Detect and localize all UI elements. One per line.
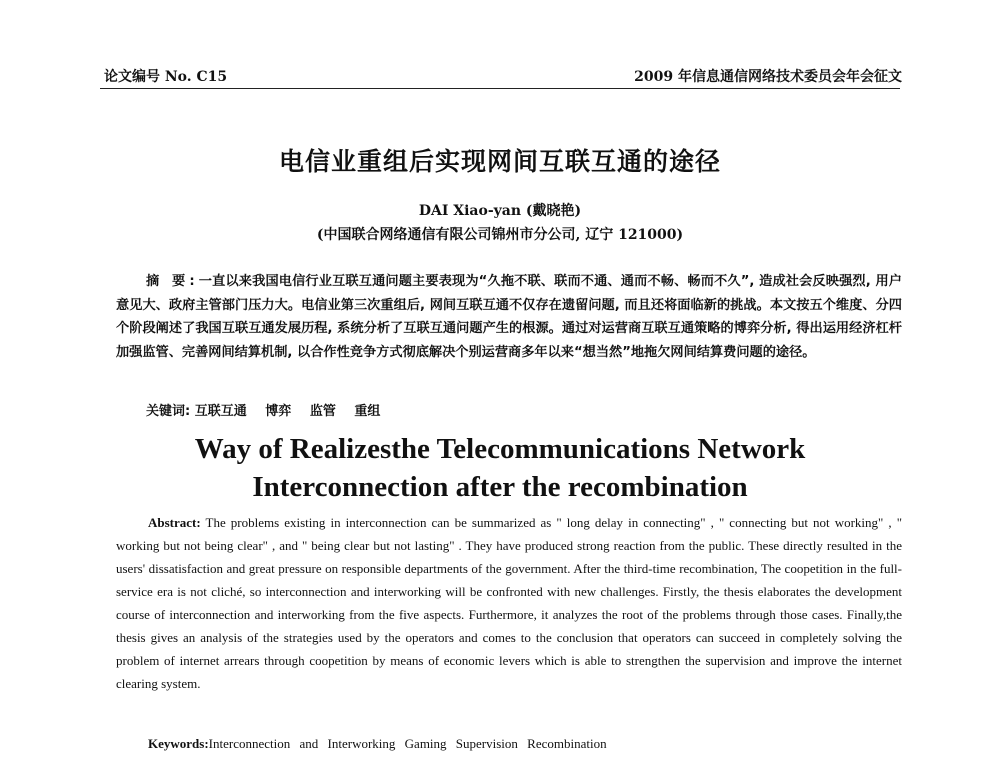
english-keyword: Gaming — [404, 736, 447, 751]
paper-number: 论文编号 No. C15 — [104, 69, 228, 85]
author: DAI Xiao-yan (戴晓艳) — [418, 203, 582, 219]
chinese-keyword: 博弈 — [265, 404, 292, 419]
english-abstract-text: The problems existing in interconnection can be summarized as " long delay in connecting" , " connecting but not working" , " working but not being clear" , and " being clear but not lasting" . They have produced strong reaction from the public. These directly resulted in the users' dissatisfaction and great pressure on responsible departments of the government. After the third-time recombination, The coopetition in the full-service era is not cliché, so interconnection and interworking will be confronted with new challenges. Firstly, the thesis elaborates the development course of interconnection and interworking from the five aspects. Furthermore, it analyzes the root of the problems through those cases. Finally,the thesis gives an analysis of the strategies used by the operators and comes to the conclusion that operators can succeed in completely solving the problem of internet arrears through coopetition by means of economic levers which is able to strengthen the supervision and improve the internet clearing system. — [116, 515, 903, 691]
affiliation: (中国联合网络通信有限公司锦州市分公司, 辽宁 121000) — [316, 227, 684, 243]
english-keyword: Interworking — [327, 736, 396, 751]
english-title — [100, 430, 900, 506]
english-keywords — [148, 736, 613, 752]
chinese-keywords-label: 关键词: — [146, 404, 191, 419]
english-title-line-2: Interconnection after the recombination — [252, 471, 748, 503]
chinese-keyword: 监管 — [309, 404, 336, 419]
header-divider — [100, 88, 900, 89]
english-keywords-label: Keywords: — [148, 736, 209, 751]
english-keyword: Recombination — [527, 736, 607, 751]
english-abstract — [116, 511, 902, 695]
chinese-abstract-label: 摘 要: — [146, 274, 199, 289]
chinese-abstract-text: 一直以来我国电信行业互联互通问题主要表现为“久拖不联、联而不通、通而不畅、畅而不久”, 造成社会反映强烈, 用户意见大、政府主管部门压力大。电信业第三次重组后, 网间互联互通不仅存在遗留问题, 而且还将面临新的挑战。本文按五个维度、分四个阶段阐述了我国互联互通发展历程, 系统分析了互联互通问题产生的根源。通过对运营商互联互通策略的博弈分析, 得出运用经济杠杆加强监管、完善网间结算机制, 以合作性竞争方式彻底解决个别运营商多年以来“想当然”地拖欠网间结算费问题的途径。 — [116, 274, 902, 360]
chinese-keywords — [146, 400, 394, 419]
english-title-line-1: Way of Realizesthe Telecommunications Network — [194, 433, 806, 465]
english-keyword: and — [299, 736, 319, 751]
chinese-keyword: 重组 — [354, 404, 381, 419]
english-keyword: Interconnection — [208, 736, 291, 751]
conference-name: 2009 年信息通信网络技术委员会年会征文 — [634, 69, 902, 85]
chinese-abstract — [116, 270, 902, 364]
english-abstract-label: Abstract: — [148, 515, 201, 530]
english-keyword: Supervision — [455, 736, 518, 751]
chinese-title: 电信业重组后实现网间互联互通的途径 — [278, 147, 721, 176]
chinese-keyword: 互联互通 — [194, 404, 247, 419]
